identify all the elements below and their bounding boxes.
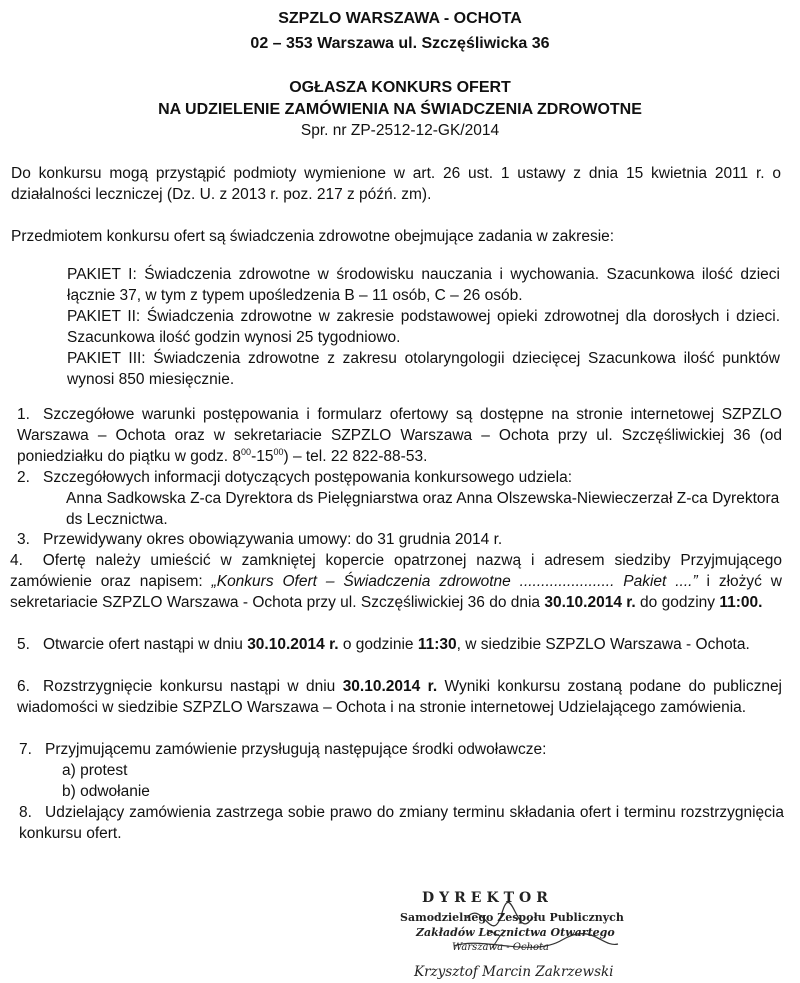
- remedy-protest: a) protest: [62, 762, 128, 779]
- item-text: Udzielający zamówienia zastrzega sobie prawo do zmiany terminu składania ofert i terminu rozstrzygnięcia konkursu ofert.: [19, 804, 784, 842]
- list-item-4: [10, 550, 782, 613]
- item-text: Rozstrzygnięcie konkursu nastąpi w dniu: [43, 678, 343, 695]
- item-text: Otwarcie ofert nastąpi w dniu: [43, 636, 248, 653]
- remedy-appeal: b) odwołanie: [62, 783, 150, 800]
- stamp-line-3: Warszawa - Ochota: [452, 942, 550, 953]
- item-text: do godziny: [635, 594, 720, 611]
- item-number: 5.: [17, 636, 30, 653]
- list-item-8: [19, 802, 784, 844]
- pakiet-1: PAKIET I: Świadczenia zdrowotne w środowisku nauczania i wychowania. Szacunkowa ilość dzieci łącznie 37, w tym z typem upośledzenia B – 11 osób, C – 26 osób.: [67, 266, 780, 304]
- stamp-line-1: Samodzielnego Zespołu Publicznych: [400, 911, 624, 924]
- pakiet-3: PAKIET III: Świadczenia zdrowotne z zakresu otolaryngologii dziecięcej Szacunkowa ilość punktów wynosi 850 miesięcznie.: [67, 350, 780, 388]
- opening-time: 11:30: [417, 636, 457, 653]
- pakiet-2: PAKIET II: Świadczenia zdrowotne w zakresie podstawowej opieki zdrowotnej dla dorosłych i dzieci. Szacunkowa ilość godzin wynosi 25 tygodniowo.: [67, 308, 780, 346]
- item-text: , w siedzibie SZPZLO Warszawa - Ochota.: [456, 636, 750, 653]
- item-number: 3.: [17, 531, 30, 548]
- intro-paragraph: Do konkursu mogą przystąpić podmioty wymienione w art. 26 ust. 1 ustawy z dnia 15 kwietnia 2011 r. o działalności leczniczej (Dz. U. z 2013 r. poz. 217 z późń. zm).: [11, 165, 781, 203]
- list-item-7: [19, 739, 784, 760]
- superscript: 00: [241, 446, 252, 457]
- item-text: Szczegółowe warunki postępowania i formularz ofertowy są dostępne na stronie internetowej SZPZLO Warszawa – Ochota oraz w sekretariacie SZPZLO Warszawa – Ochota przy ul. Szczęśliwickiej 36 (od poniedziałku do piątku w godz. 8: [17, 406, 782, 465]
- announcement-title: OGŁASZA KONKURS OFERT: [289, 79, 511, 96]
- item-number: 8.: [19, 804, 32, 821]
- result-date: 30.10.2014 r.: [342, 678, 438, 695]
- item-text: Ofertę należy umieścić w zamkniętej kopercie opatrzonej nazwą i adresem siedziby Przyjmującego zamówienie oraz napisem:: [10, 552, 782, 590]
- stamp-line-2: Zakładów Lecznictwa Otwartego: [416, 926, 615, 939]
- list-item-2: [17, 467, 782, 488]
- list-item-3: [17, 529, 782, 550]
- opening-date: 30.10.2014 r.: [247, 636, 339, 653]
- org-name: SZPZLO WARSZAWA - OCHOTA: [278, 10, 522, 27]
- reference-number: Spr. nr ZP-2512-12-GK/2014: [300, 122, 500, 139]
- envelope-label: „Konkurs Ofert – Świadczenia zdrowotne ...................... Pakiet ....”: [211, 573, 698, 590]
- list-item-6: [17, 676, 782, 718]
- list-item-1: [17, 404, 782, 467]
- item-number: 4.: [10, 552, 23, 569]
- contact-persons: Anna Sadkowska Z-ca Dyrektora ds Pielęgniarstwa oraz Anna Olszewska-Niewieczerzał Z-ca Dyrektora ds Lecznictwa.: [66, 490, 780, 528]
- director-name: Krzysztof Marcin Zakrzewski: [414, 964, 614, 980]
- item-number: 6.: [17, 678, 30, 695]
- announcement-subject: NA UDZIELENIE ZAMÓWIENIA NA ŚWIADCZENIA ZDROWOTNE: [158, 101, 642, 118]
- item-text: Szczegółowych informacji dotyczących postępowania konkursowego udziela:: [43, 469, 572, 486]
- item-text: Wyniki konkursu zostaną podane do publicznej wiadomości w siedzibie SZPZLO Warszawa – Ochota i na stronie internetowej Udzielającego zamówienia.: [17, 678, 783, 716]
- deadline-time: 11:00.: [719, 594, 763, 611]
- item-text: -15: [251, 448, 274, 465]
- subject-paragraph: Przedmiotem konkursu ofert są świadczenia zdrowotne obejmujące zadania w zakresie:: [11, 228, 615, 245]
- item-text: i złożyć w sekretariacie SZPZLO Warszawa - Ochota przy ul. Szczęśliwickiej 36 do dnia: [10, 573, 782, 611]
- item-number: 1.: [17, 406, 30, 423]
- item-number: 2.: [17, 469, 30, 486]
- deadline-date: 30.10.2014 r.: [544, 594, 636, 611]
- item-text: Przyjmującemu zamówienie przysługują następujące środki odwoławcze:: [45, 741, 547, 758]
- item-number: 7.: [19, 741, 32, 758]
- item-text: ) – tel. 22 822-88-53.: [283, 448, 428, 465]
- org-address: 02 – 353 Warszawa ul. Szczęśliwicka 36: [250, 35, 550, 52]
- superscript: 00: [273, 446, 284, 457]
- item-text: Przewidywany okres obowiązywania umowy: do 31 grudnia 2014 r.: [43, 531, 503, 548]
- list-item-5: [17, 634, 782, 655]
- item-text: o godzinie: [338, 636, 418, 653]
- director-stamp: [392, 888, 622, 983]
- stamp-title: DYREKTOR: [422, 890, 553, 906]
